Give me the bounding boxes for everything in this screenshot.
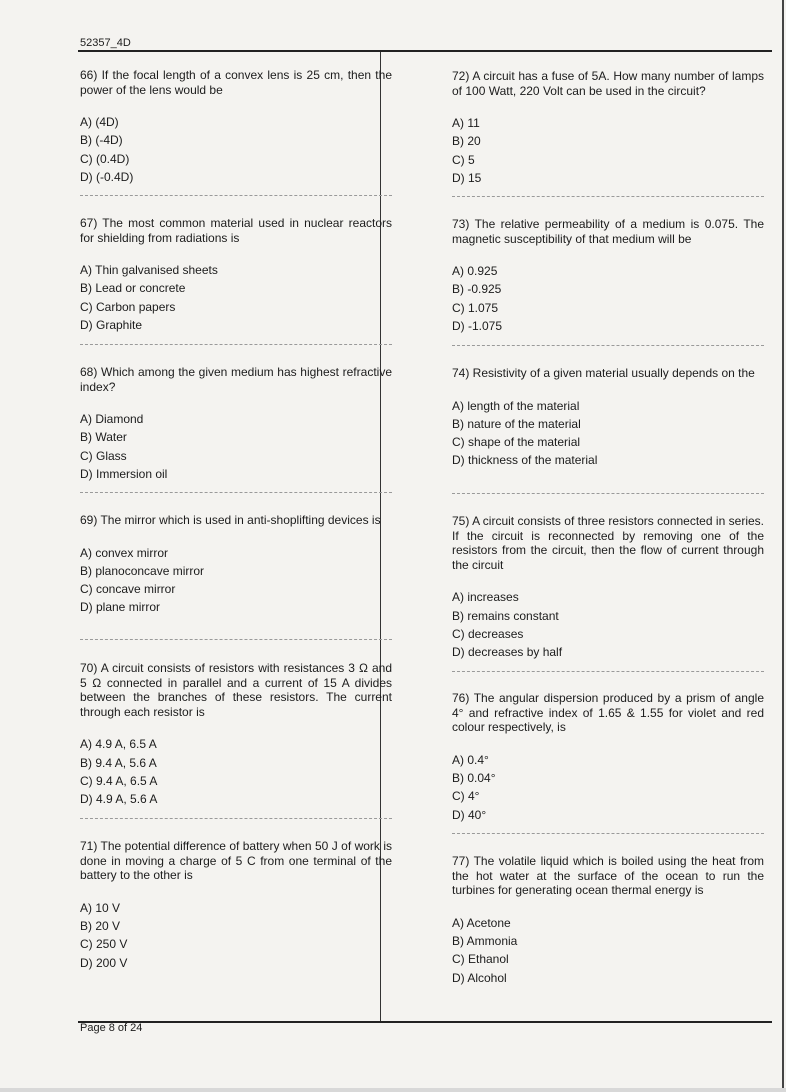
option-a[interactable]: A) increases xyxy=(452,590,519,605)
question-74 xyxy=(452,366,764,470)
option-a[interactable]: A) Thin galvanised sheets xyxy=(80,263,218,278)
question-separator xyxy=(452,833,764,835)
options-list xyxy=(452,588,764,661)
options-list xyxy=(452,914,764,987)
option-c[interactable]: C) 5 xyxy=(452,152,475,167)
question-text: 75) A circuit consists of three resistors connected in series. If the circuit is reconnected by removing one of the resistors from the circuit, then the flow of current through the circuit xyxy=(452,514,764,572)
question-separator xyxy=(80,344,392,346)
option-d[interactable]: D) Alcohol xyxy=(452,970,507,985)
option-c[interactable]: C) (0.4D) xyxy=(80,151,130,166)
option-b[interactable]: B) planoconcave mirror xyxy=(80,563,205,578)
page-bottom-edge xyxy=(0,1088,786,1092)
question-separator xyxy=(452,196,764,198)
option-b[interactable]: B) (-4D) xyxy=(80,133,123,148)
option-c[interactable]: C) concave mirror xyxy=(80,582,176,597)
question-68 xyxy=(80,365,392,483)
option-a[interactable]: A) 0.925 xyxy=(452,264,498,279)
option-d[interactable]: D) Immersion oil xyxy=(80,467,168,482)
option-c[interactable]: C) Glass xyxy=(80,448,127,463)
option-b[interactable]: B) Water xyxy=(80,430,127,445)
option-d[interactable]: D) Graphite xyxy=(80,318,143,333)
option-d[interactable]: D) 40° xyxy=(452,807,487,822)
option-a[interactable]: A) (4D) xyxy=(80,115,119,130)
option-d[interactable]: D) -1.075 xyxy=(452,319,503,334)
option-d[interactable]: D) 15 xyxy=(452,171,482,186)
question-text: 76) The angular dispersion produced by a prism of angle 4° and refractive index of 1.65 & 1.55 for violet and red colour respectively, is xyxy=(452,691,764,735)
options-list xyxy=(80,113,392,186)
question-separator xyxy=(452,671,764,673)
option-d[interactable]: D) (-0.4D) xyxy=(80,170,134,185)
option-b[interactable]: B) Ammonia xyxy=(452,934,518,949)
option-c[interactable]: C) decreases xyxy=(452,626,524,641)
options-list xyxy=(452,751,764,824)
footer-rule xyxy=(78,1021,772,1023)
question-66 xyxy=(80,68,392,186)
question-76 xyxy=(452,691,764,824)
option-c[interactable]: C) 250 V xyxy=(80,937,128,952)
option-a[interactable]: A) convex mirror xyxy=(80,545,169,560)
option-d[interactable]: D) 4.9 A, 5.6 A xyxy=(80,792,158,807)
options-list xyxy=(80,544,392,617)
options-list xyxy=(452,397,764,470)
question-72 xyxy=(452,69,764,187)
page-number: Page 8 of 24 xyxy=(80,1022,143,1034)
option-b[interactable]: B) 0.04° xyxy=(452,771,496,786)
question-separator xyxy=(80,639,392,641)
question-67 xyxy=(80,216,392,334)
question-separator xyxy=(80,492,392,494)
option-d[interactable]: D) plane mirror xyxy=(80,600,161,615)
option-b[interactable]: B) nature of the material xyxy=(452,416,581,431)
option-b[interactable]: B) remains constant xyxy=(452,608,559,623)
question-text: 70) A circuit consists of resistors with resistances 3 Ω and 5 Ω connected in parallel and a current of 15 A divides between the branches of these resistors. The current through each resistor is xyxy=(80,661,392,719)
option-c[interactable]: C) 9.4 A, 6.5 A xyxy=(80,773,158,788)
option-a[interactable]: A) 0.4° xyxy=(452,752,489,767)
question-69 xyxy=(80,513,392,617)
question-text: 66) If the focal length of a convex lens is 25 cm, then the power of the lens would be xyxy=(80,68,392,97)
options-list xyxy=(80,261,392,334)
option-a[interactable]: A) 10 V xyxy=(80,900,121,915)
question-text: 68) Which among the given medium has highest refractive index? xyxy=(80,365,392,394)
options-list xyxy=(80,410,392,483)
option-a[interactable]: A) 4.9 A, 6.5 A xyxy=(80,737,157,752)
options-list xyxy=(452,262,764,335)
options-list xyxy=(80,735,392,808)
question-separator xyxy=(80,195,392,197)
page-edge xyxy=(782,0,784,1092)
option-a[interactable]: A) length of the material xyxy=(452,398,580,413)
option-a[interactable]: A) 11 xyxy=(452,116,480,131)
option-b[interactable]: B) -0.925 xyxy=(452,282,502,297)
option-b[interactable]: B) 20 xyxy=(452,134,481,149)
option-b[interactable]: B) Lead or concrete xyxy=(80,281,186,296)
option-a[interactable]: A) Diamond xyxy=(80,412,144,427)
question-75 xyxy=(452,514,764,662)
option-c[interactable]: C) 4° xyxy=(452,789,480,804)
option-d[interactable]: D) thickness of the material xyxy=(452,453,598,468)
question-text: 71) The potential difference of battery when 50 J of work is done in moving a charge of 5 C from one terminal of the battery to the other is xyxy=(80,839,392,883)
question-text: 74) Resistivity of a given material usually depends on the xyxy=(452,366,755,380)
question-73 xyxy=(452,217,764,335)
option-c[interactable]: C) 1.075 xyxy=(452,300,499,315)
question-77 xyxy=(452,854,764,987)
option-d[interactable]: D) 200 V xyxy=(80,955,128,970)
options-list xyxy=(80,899,392,972)
option-a[interactable]: A) Acetone xyxy=(452,915,511,930)
question-text: 72) A circuit has a fuse of 5A. How many number of lamps of 100 Watt, 220 Volt can be used in the circuit? xyxy=(452,69,764,98)
question-text: 67) The most common material used in nuclear reactors for shielding from radiations is xyxy=(80,216,392,245)
option-c[interactable]: C) shape of the material xyxy=(452,435,581,450)
header-rule xyxy=(78,50,772,52)
page-code: 52357_4D xyxy=(80,37,131,49)
option-b[interactable]: B) 9.4 A, 5.6 A xyxy=(80,755,157,770)
options-list xyxy=(452,114,764,187)
option-c[interactable]: C) Ethanol xyxy=(452,952,509,967)
question-text: 77) The volatile liquid which is boiled using the heat from the hot water at the surface of the ocean to run the turbines for generating ocean thermal energy is xyxy=(452,854,764,898)
question-text: 73) The relative permeability of a medium is 0.075. The magnetic susceptibility of that medium will be xyxy=(452,217,764,246)
option-b[interactable]: B) 20 V xyxy=(80,919,121,934)
question-separator xyxy=(80,818,392,820)
question-text: 69) The mirror which is used in anti-shoplifting devices is xyxy=(80,513,381,527)
question-separator xyxy=(452,493,764,495)
option-c[interactable]: C) Carbon papers xyxy=(80,299,176,314)
option-d[interactable]: D) decreases by half xyxy=(452,645,563,660)
question-70 xyxy=(80,661,392,809)
question-71 xyxy=(80,839,392,972)
question-separator xyxy=(452,345,764,347)
